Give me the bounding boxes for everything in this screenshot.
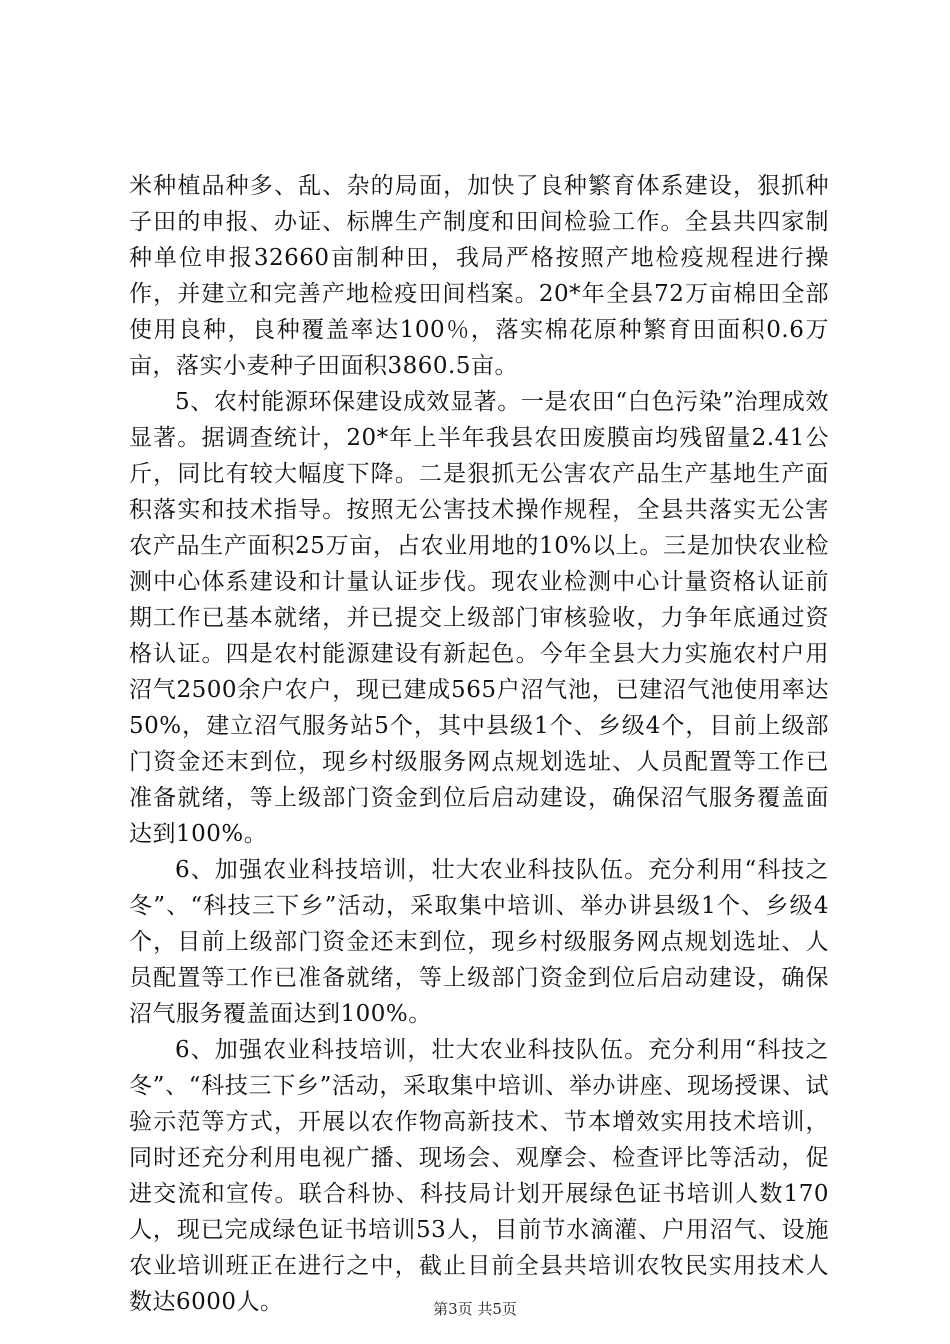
paragraph-energy-environment: 5、农村能源环保建设成效显著。一是农田“白色污染”治理成效显著。据调查统计，20*年上半年我县农田废膜亩均残留量2.41公斤，同比有较大幅度下降。二是狠抓无公害农产品生产基地生产面积落实和技术指导。按照无公害技术操作规程，全县共落实无公害农产品生产面积25万亩，占农业用地的10%以上。三是加快农业检测中心体系建设和计量认证步伐。现农业检测中心计量资格认证前期工作已基本就绪，并已提交上级部门审核验收，力争年底通过资格认证。四是农村能源建设有新起色。今年全县大力实施农村户用沼气2500余户农户，现已建成565户沼气池，已建沼气池使用率达50%，建立沼气服务站5个，其中县级1个、乡级4个，目前上级部门资金还末到位，现乡村级服务网点规划选址、人员配置等工作已准备就绪，等上级部门资金到位后启动建设，确保沼气服务覆盖面达到100%。 — [129, 389, 829, 847]
page-number-footer: 第3页 共5页 — [433, 1300, 517, 1318]
paragraph-training: 6、加强农业科技培训，壮大农业科技队伍。充分利用“科技之冬”、“科技三下乡”活动，采取集中培训、举办讲座、现场授课、试验示范等方式，开展以农作物高新技术、节本增效实用技术培训，同时还充分利用电视广播、现场会、观摩会、检查评比等活动，促进交流和宣传。联合科协、科技局计划开展绿色证书培训人数170人，现已完成绿色证书培训53人，目前节水滴灌、户用沼气、设施农业培训班正在进行之中，截止目前全县共培训农牧民实用技术人数达6000人。 — [129, 1037, 829, 1315]
paragraph-training-draft: 6、加强农业科技培训，壮大农业科技队伍。充分利用“科技之冬”、“科技三下乡”活动，采取集中培训、举办讲县级1个、乡级4个，目前上级部门资金还末到位，现乡村级服务网点规划选址、人员配置等工作已准备就绪，等上级部门资金到位后启动建设，确保沼气服务覆盖面达到100%。 — [129, 857, 829, 1027]
paragraph-continued: 米种植品种多、乱、杂的局面，加快了良种繁育体系建设，狠抓种子田的申报、办证、标牌生产制度和田间检验工作。全县共四家制种单位申报32660亩制种田，我局严格按照产地检疫规程进行操作，并建立和完善产地检疫田间档案。20*年全县72万亩棉田全部使用良种，良种覆盖率达100％，落实棉花原种繁育田面积0.6万亩，落实小麦种子田面积3860.5亩。 — [129, 173, 829, 379]
document-body — [129, 168, 829, 1320]
